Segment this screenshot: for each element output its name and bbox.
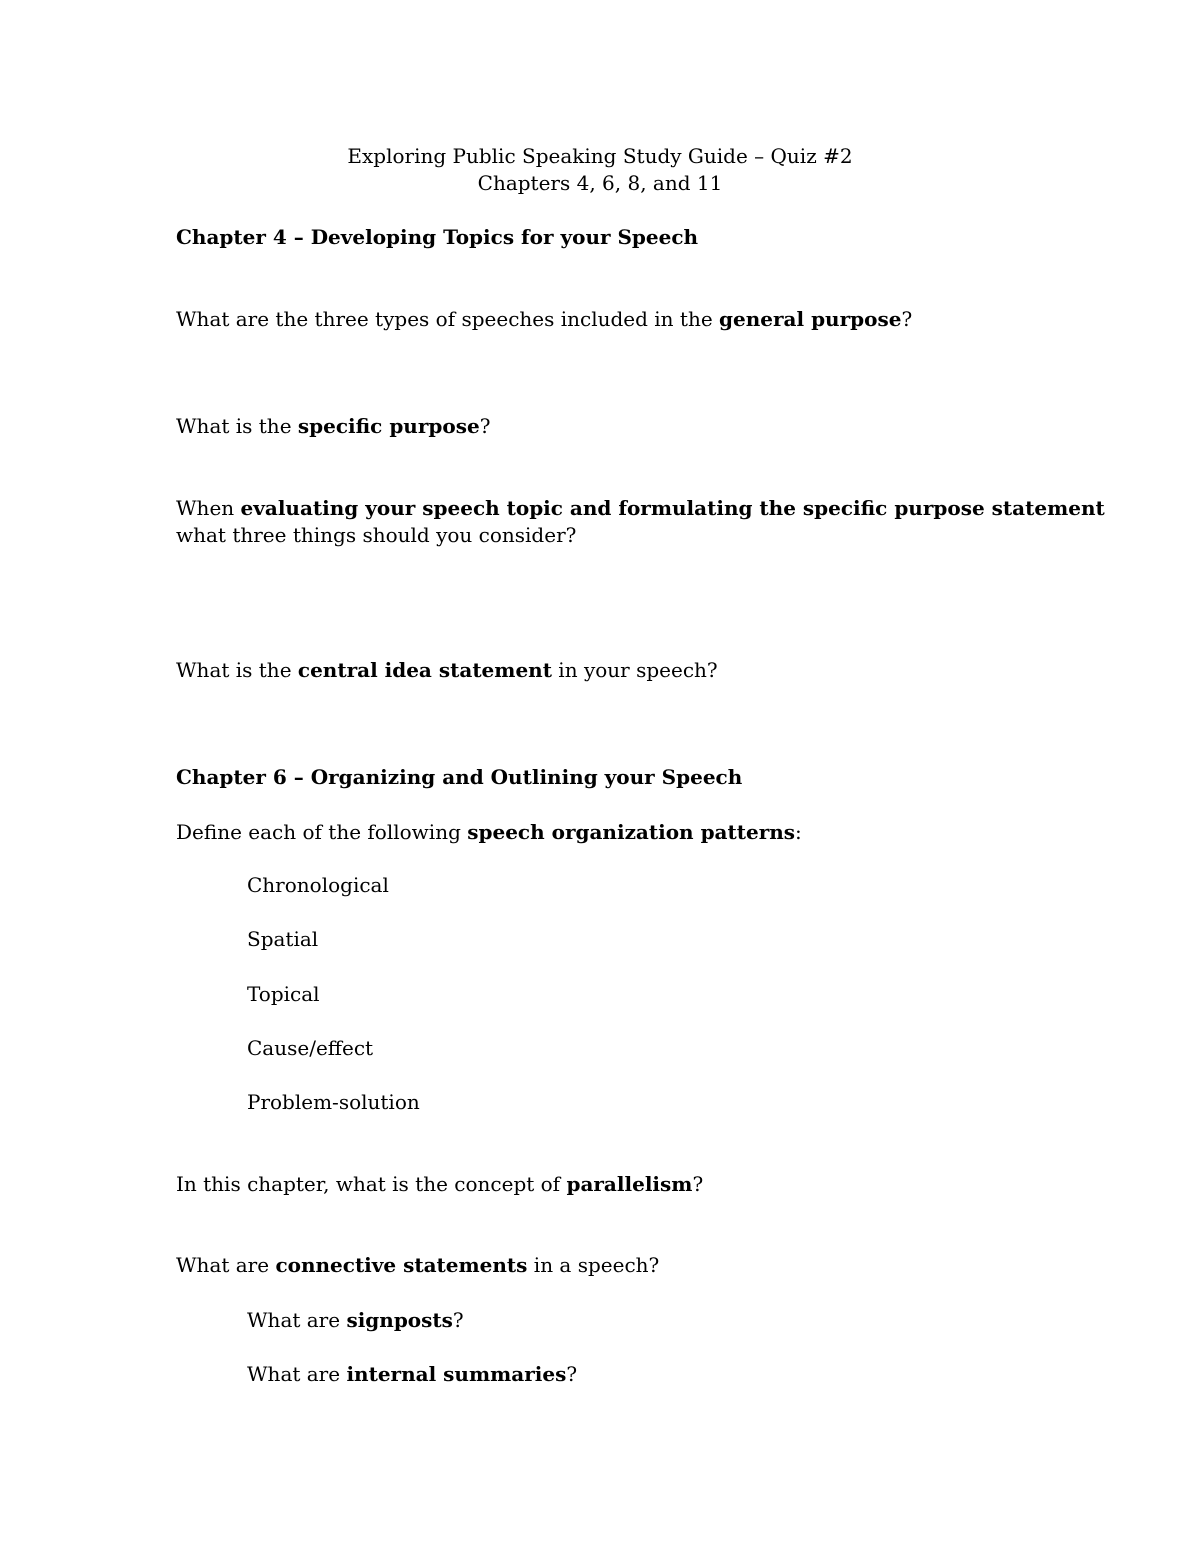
pattern-item: Topical xyxy=(247,982,320,1006)
pattern-item: Cause/effect xyxy=(247,1036,374,1060)
question-signposts: What are signposts? xyxy=(247,1308,464,1332)
question-evaluating-topic: When evaluating your speech topic and formulating the specific purpose statement xyxy=(176,496,1105,520)
question-connective-statements: What are connective statements in a speech? xyxy=(176,1253,660,1277)
pattern-item: Problem-solution xyxy=(247,1090,420,1114)
question-general-purpose: What are the three types of speeches included in the general purpose? xyxy=(176,307,913,331)
question-parallelism: In this chapter, what is the concept of parallelism? xyxy=(176,1172,704,1196)
document-subtitle: Chapters 4, 6, 8, and 11 xyxy=(477,171,723,195)
question-evaluating-topic-continued: what three things should you consider? xyxy=(176,523,577,547)
pattern-item: Spatial xyxy=(247,927,319,951)
question-central-idea: What is the central idea statement in your speech? xyxy=(176,658,718,682)
pattern-item: Chronological xyxy=(247,873,389,897)
question-internal-summaries: What are internal summaries? xyxy=(247,1362,578,1386)
chapter-4-heading: Chapter 4 – Developing Topics for your Speech xyxy=(176,225,699,249)
question-specific-purpose: What is the specific purpose? xyxy=(176,414,491,438)
document-title: Exploring Public Speaking Study Guide – Quiz #2 xyxy=(347,144,853,168)
chapter-6-heading: Chapter 6 – Organizing and Outlining your Speech xyxy=(176,765,743,789)
question-organization-patterns: Define each of the following speech organization patterns: xyxy=(176,820,802,844)
